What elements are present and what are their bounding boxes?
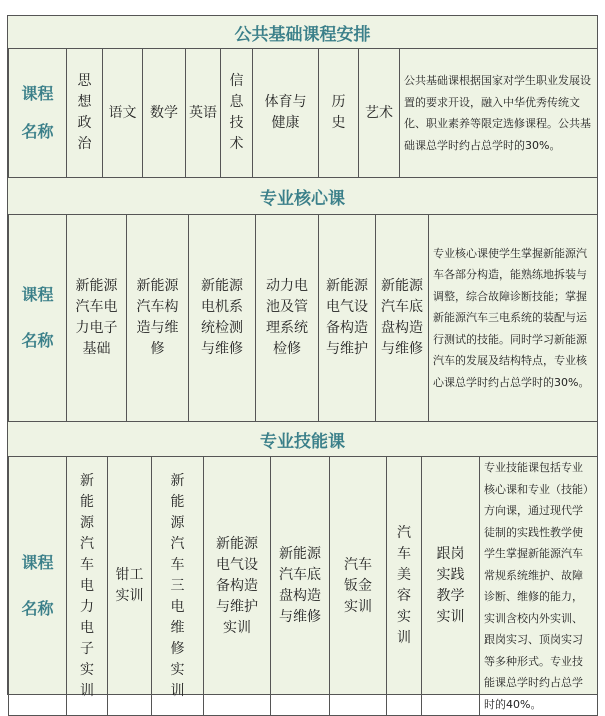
row-label: 课程 名称: [9, 457, 67, 716]
course-cell: 新能源电机系统检测与维修: [189, 215, 256, 422]
table-skills: [8, 456, 598, 716]
course-cell: 动力电池及管理系统检修: [256, 215, 319, 422]
course-cell: 新能源电气设备构造与维护实训: [204, 457, 271, 716]
row-label: 课程 名称: [9, 215, 67, 422]
row-label: 课程 名称: [9, 49, 67, 178]
section-title-core: 专业核心课: [260, 188, 345, 209]
section-description: 专业技能课包括专业核心课和专业（技能）方向课，通过现代学徒制的实践性教学使学生掌握新能源汽车常规系统维护、故障诊断、维修的能力，实训含校内外实训、跟岗实习、顶岗实习等多种形式。专业技能课总学时约占总学时的40%。: [480, 457, 598, 716]
course-cell: 语文: [103, 49, 143, 178]
course-cell: 历史: [319, 49, 359, 178]
section-description: 专业核心课使学生掌握新能源汽车各部分构造，能熟练地拆装与调整，综合故障诊断技能；掌握新能源汽车三电系统的装配与运行测试的技能。同时学习新能源汽车的发展及结构特点，专业核心课总学时约占总学时的30%。: [429, 215, 598, 422]
table-public: [8, 48, 598, 178]
course-cell: 艺术: [359, 49, 400, 178]
section-title-skills: 专业技能课: [260, 431, 345, 452]
course-cell: 体育与健康: [253, 49, 319, 178]
course-cell: 钳工实训: [108, 457, 152, 716]
course-cell: 汽车美容实训: [387, 457, 422, 716]
course-cell: 英语: [186, 49, 221, 178]
course-cell: 新能源汽车电力电子实训: [67, 457, 108, 716]
course-cell: 思想政治: [67, 49, 103, 178]
course-cell: 汽车钣金实训: [330, 457, 387, 716]
course-cell: 新能源汽车底盘构造与维修: [376, 215, 429, 422]
course-cell: 新能源汽车电力电子基础: [67, 215, 127, 422]
section-title-public: 公共基础课程安排: [234, 24, 371, 45]
course-cell: 信息技术: [221, 49, 253, 178]
course-cell: 新能源电气设备构造与维护: [319, 215, 376, 422]
section-description: 公共基础课根据国家对学生职业发展设置的要求开设，融入中华优秀传统文化、职业素养等限定选修课程。公共基础课总学时约占总学时的30%。: [400, 49, 598, 178]
course-cell: 数学: [143, 49, 186, 178]
course-frame: [7, 15, 598, 711]
course-cell: 跟岗实践教学实训: [422, 457, 480, 716]
course-cell: 新能源汽车构造与维修: [127, 215, 189, 422]
table-core: [8, 214, 598, 422]
course-cell: 新能源汽车三电维修实训: [152, 457, 204, 716]
course-cell: 新能源汽车底盘构造与维修: [271, 457, 330, 716]
